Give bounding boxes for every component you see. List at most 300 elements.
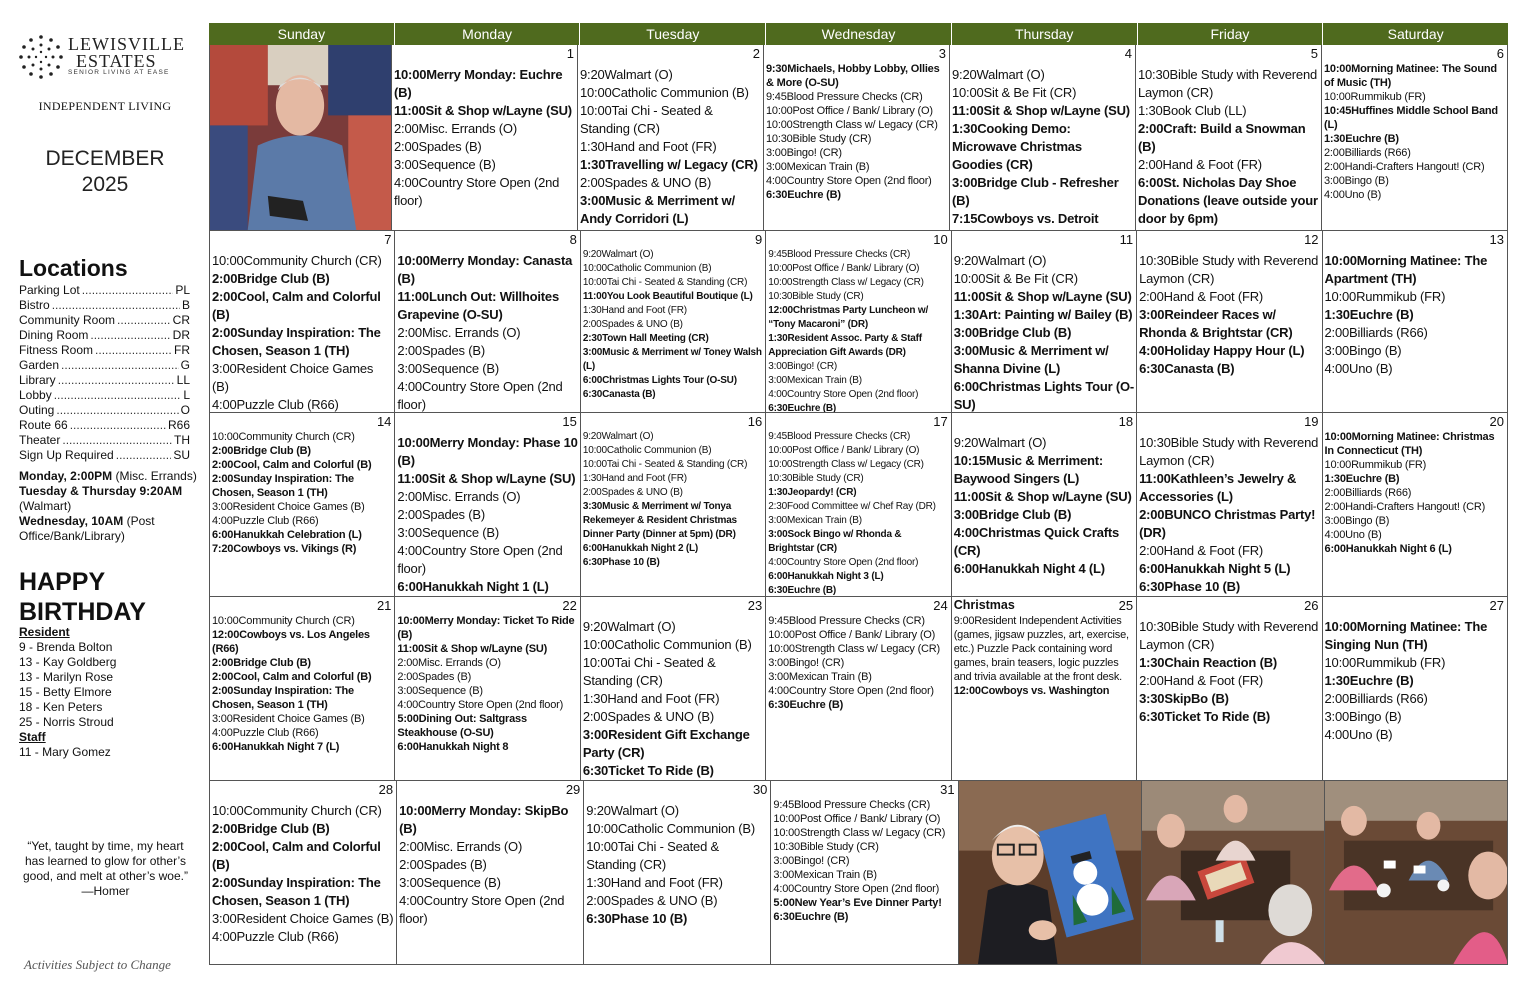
event-name: Community Church (CR): [238, 615, 355, 627]
event-item: [1139, 360, 1319, 378]
event-time: 7:20: [212, 543, 234, 555]
event-time: 10:00: [586, 839, 618, 854]
event-name: Music & Merriment: Baywood Singers (L): [953, 453, 1103, 486]
event-name: Sit & Be Fit (CR): [985, 271, 1078, 286]
weekday-friday: Friday: [1138, 23, 1324, 45]
event-item: [580, 156, 761, 174]
event-item: [1325, 288, 1505, 306]
event-name: Bible Study with Reverend Laymon (CR): [1139, 253, 1319, 286]
event-time: 6:30: [582, 389, 603, 400]
day-cell: [397, 781, 584, 965]
event-name: Spades & UNO (B): [610, 893, 718, 908]
event-item: [397, 642, 577, 656]
birthday-item: 13 - Marilyn Rose: [19, 670, 114, 684]
logo-name: [68, 36, 185, 70]
event-time: 6:00: [212, 529, 234, 541]
location-code: FR: [174, 343, 190, 357]
event-name: Bridge Club (B): [233, 445, 311, 457]
event-item: [397, 470, 577, 488]
day-number: 9: [755, 232, 763, 247]
event-list: [583, 248, 763, 402]
event-time: 2:00: [212, 839, 238, 854]
event-time: 4:00: [394, 175, 419, 190]
event-list: [580, 66, 761, 228]
event-time: 3:00: [766, 161, 787, 173]
location-leader: [52, 298, 180, 313]
event-name: Ticket To Ride (B): [1164, 709, 1271, 724]
event-time: 10:00: [397, 615, 425, 627]
event-name: Rummikub (FR): [1350, 91, 1426, 103]
event-time: 2:00: [1139, 507, 1165, 522]
event-name: Hanukkah Night 8: [418, 741, 509, 753]
weekday-tuesday: Tuesday: [580, 23, 766, 45]
event-time: 3:00: [768, 375, 787, 386]
event-name: Walmart (O): [604, 67, 673, 82]
event-name: Sit & Shop w/Layne (SU): [428, 471, 576, 486]
event-name: Christmas Lights Tour (O-SU): [953, 379, 1135, 412]
calendar-weeks: [209, 45, 1508, 965]
event-time: 1:30: [586, 875, 611, 890]
event-time: 2:00: [1138, 157, 1163, 172]
event-time: 6:00: [953, 561, 979, 576]
event-name: Resident Choice Games (B): [236, 911, 394, 926]
event-time: 3:00: [952, 175, 978, 190]
location-code: L: [183, 388, 190, 402]
event-item: [583, 430, 763, 444]
event-item: [583, 332, 763, 346]
event-name: Walmart (O): [601, 431, 654, 442]
photo-cell: [959, 781, 1142, 965]
day-cell: [210, 597, 395, 781]
event-time: 4:00: [212, 397, 237, 412]
event-name: Rummikub (FR): [1351, 459, 1427, 471]
event-name: Reindeer Races w/ Rhonda & Brightstar (CR): [1139, 307, 1293, 340]
event-name: Country Store Open (2nd floor): [397, 379, 563, 412]
event-name: Bingo (B): [1345, 515, 1390, 527]
location-row: [19, 418, 190, 433]
event-name: Bingo (B): [1349, 709, 1402, 724]
event-time: 6:00: [582, 543, 603, 554]
event-name: Dining Out: Saltgrass Steakhouse (O-SU): [397, 713, 527, 739]
event-item: [397, 712, 577, 740]
event-time: 6:00: [953, 379, 979, 394]
event-name: Resident Choice Games (B): [232, 501, 365, 513]
event-name: Cool, Calm and Colorful (B): [212, 839, 381, 872]
resident-photo-veteran-quilt-image: [210, 45, 391, 230]
event-name: Merry Monday: Ticket To Ride (B): [397, 615, 575, 641]
event-name: Uno (B): [1345, 529, 1382, 541]
event-time: 10:00: [399, 803, 432, 818]
event-name: Sit & Shop w/Layne (SU): [985, 489, 1132, 504]
event-time: 3:00: [768, 671, 789, 683]
event-item: [394, 120, 575, 138]
location-row: [19, 358, 190, 373]
event-time: 10:00: [582, 445, 607, 456]
event-time: 2:00: [212, 445, 234, 457]
event-time: 4:00: [768, 389, 787, 400]
event-name: Walmart (O): [601, 249, 654, 260]
birthday-item: 25 - Norris Stroud: [19, 715, 114, 729]
day-number: 20: [1489, 414, 1504, 429]
event-list: [1324, 62, 1505, 202]
event-name: Post Office / Bank/ Library (O): [792, 263, 920, 274]
event-time: 4:00: [399, 893, 424, 908]
event-name: Christmas Party Luncheon w/ “Tony Macaroni” (DR): [768, 305, 929, 330]
event-name: Music & Merriment w/ Andy Corridori (L): [580, 193, 735, 226]
event-time: 6:30: [582, 763, 609, 778]
location-name: Community Room: [19, 313, 116, 327]
event-name: Community Church (CR): [238, 431, 355, 443]
day-cell: [1137, 413, 1322, 597]
event-time: 2:00: [580, 175, 605, 190]
event-name: Spades (B): [421, 343, 485, 358]
event-time: 10:30: [766, 133, 793, 145]
event-time: 3:30: [582, 501, 603, 512]
event-item: [768, 684, 948, 698]
event-item: [1139, 690, 1319, 708]
day-cell: [766, 597, 951, 781]
event-name: Kathleen’s Jewelry & Accessories (L): [1139, 471, 1297, 504]
event-item: [768, 332, 948, 360]
event-name: Spades & UNO (B): [601, 319, 683, 330]
event-time: 3:00: [1324, 515, 1346, 527]
event-item: [1325, 486, 1505, 500]
event-time: 10:00: [773, 813, 800, 825]
event-time: 10:00: [1324, 289, 1357, 304]
event-time: 10:00: [1324, 655, 1357, 670]
event-item: [954, 560, 1134, 578]
event-name: Sequence (B): [418, 685, 483, 697]
calendar-grid: [209, 23, 1508, 965]
event-name: Country Store Open (2nd floor): [794, 883, 940, 895]
location-name: Parking Lot: [19, 283, 80, 297]
event-item: [1139, 560, 1319, 578]
event-name: BUNCO Christmas Party! (DR): [1139, 507, 1316, 540]
event-item: [768, 290, 948, 304]
event-time: 4:00: [773, 883, 795, 895]
event-name: Community Church (CR): [243, 253, 382, 268]
event-item: [397, 488, 577, 506]
logo: [18, 34, 198, 84]
event-item: [1138, 156, 1319, 174]
event-item: [397, 288, 577, 324]
event-item: [1139, 342, 1319, 360]
event-name: Country Store Open (2nd floor): [418, 699, 564, 711]
event-item: [583, 472, 763, 486]
calendar-week: [209, 413, 1508, 597]
event-time: 10:00: [768, 459, 793, 470]
event-name: Spades (B): [418, 139, 482, 154]
day-number: 13: [1489, 232, 1504, 247]
event-name: Rummikub (FR): [1356, 655, 1446, 670]
event-time: 2:00: [582, 487, 602, 498]
event-item: [212, 910, 394, 928]
event-time: 9:20: [582, 249, 602, 260]
event-time: 3:00: [768, 515, 787, 526]
event-name: Strength Class w/ Legacy (CR): [792, 119, 938, 131]
event-time: 9:45: [768, 249, 787, 260]
event-time: 6:30: [582, 557, 603, 568]
event-time: 12:00: [212, 629, 240, 641]
event-item: [397, 684, 577, 698]
event-item: [212, 712, 392, 726]
event-item: [1325, 342, 1505, 360]
event-item: [1324, 90, 1505, 104]
event-list: [954, 252, 1134, 413]
event-name: Hand & Foot (FR): [1163, 673, 1264, 688]
trip-item: [19, 469, 204, 484]
event-item: [1325, 514, 1505, 528]
event-time: 4:00: [1324, 727, 1350, 742]
event-list: [583, 430, 763, 570]
logo-dots-icon: [18, 34, 64, 80]
location-name: Outing: [19, 403, 55, 417]
event-name: Spades & UNO (B): [601, 487, 683, 498]
event-name: Sit & Shop w/Layne (SU): [425, 103, 572, 118]
location-code: TH: [174, 433, 190, 447]
event-name: Walmart (O): [976, 67, 1045, 82]
event-name: Chain Reaction (B): [1164, 655, 1278, 670]
event-item: [212, 396, 392, 413]
event-time: 10:00: [212, 803, 244, 818]
event-name: Strength Class w/ Legacy (CR): [792, 459, 924, 470]
event-item: [586, 838, 768, 874]
event-name: Blood Pressure Checks (CR): [786, 91, 923, 103]
event-name: Country Store Open (2nd floor): [394, 175, 560, 208]
event-name: Hand & Foot (FR): [1162, 157, 1262, 172]
event-item: [583, 388, 763, 402]
location-name: Sign Up Required: [19, 448, 114, 462]
event-time: 10:00: [768, 263, 793, 274]
event-name: Walmart (O): [610, 803, 679, 818]
event-item: [583, 500, 763, 542]
event-item: [773, 868, 955, 882]
event-time: 2:30: [768, 501, 787, 512]
event-time: 10:00: [580, 85, 612, 100]
event-item: [773, 798, 955, 812]
location-code: LL: [176, 373, 190, 387]
event-item: [397, 506, 577, 524]
holiday-label: Christmas: [953, 598, 1015, 612]
event-item: [1139, 578, 1319, 596]
event-time: 6:00: [582, 375, 603, 386]
event-time: 10:00: [212, 431, 239, 443]
event-item: [580, 192, 761, 228]
event-item: [583, 726, 763, 762]
event-name: St. Nicholas Day Shoe Donations (leave outside your door by 6pm): [1138, 175, 1318, 226]
event-time: 10:00: [397, 253, 430, 268]
event-item: [583, 318, 763, 332]
event-name: Hanukkah Night 3 (L): [787, 571, 884, 582]
event-name: Uno (B): [1349, 727, 1393, 742]
event-name: Hand and Foot (FR): [604, 139, 717, 154]
event-name: Catholic Communion (B): [606, 445, 712, 456]
event-name: Tai Chi - Seated & Standing (CR): [582, 655, 716, 688]
event-name: Bridge Club (B): [978, 325, 1072, 340]
event-list: [586, 802, 768, 928]
event-item: [583, 276, 763, 290]
day-cell: [771, 781, 958, 965]
event-time: 3:00: [399, 875, 424, 890]
event-name: Puzzle Club (R66): [232, 727, 319, 739]
event-item: [768, 360, 948, 374]
event-name: Resident Independent Activities (games, jigsaw puzzles, art, exercise, etc.) Puzzle Pack containing word games, brain teasers, logic puzzles and trivia available at the front desk.: [953, 615, 1129, 683]
event-name: Resident Choice Games (B): [212, 361, 374, 394]
event-name: Misc. Errands (O): [421, 325, 521, 340]
event-item: [583, 542, 763, 556]
event-time: 6:30: [586, 911, 612, 926]
event-name: Sequence (B): [421, 361, 500, 376]
event-item: [580, 174, 761, 192]
event-name: Town Hall Meeting (CR): [602, 333, 709, 344]
event-item: [1324, 104, 1505, 132]
event-name: Misc. Errands (O): [423, 839, 523, 854]
event-name: Mexican Train (B): [794, 869, 877, 881]
location-row: [19, 328, 190, 343]
location-name: Lobby: [19, 388, 52, 402]
event-item: [773, 812, 955, 826]
event-item: [397, 542, 577, 578]
event-time: 9:00: [953, 615, 975, 627]
event-time: 1:30: [582, 473, 602, 484]
day-cell: [210, 231, 395, 413]
event-item: [580, 102, 761, 138]
event-item: [1325, 708, 1505, 726]
month-year: 2025: [81, 173, 129, 196]
event-name: Morning Matinee: The Sound of Music (TH): [1324, 63, 1497, 89]
calendar-week: [209, 231, 1508, 413]
event-list: [954, 434, 1134, 578]
month-title: [0, 146, 210, 198]
location-leader: [56, 403, 178, 418]
event-name: Bingo (B): [1349, 343, 1402, 358]
event-item: [399, 856, 581, 874]
event-name: Euchre (B): [1345, 133, 1399, 145]
event-item: [1139, 654, 1319, 672]
event-item: [580, 138, 761, 156]
event-time: 11:00: [1139, 471, 1171, 486]
event-item: [1325, 458, 1505, 472]
event-name: Euchre (B): [787, 403, 837, 413]
event-time: 9:20: [582, 619, 608, 634]
event-time: 6:00: [397, 579, 423, 594]
event-name: Misc. Errands (O): [421, 489, 521, 504]
location-row: [19, 343, 190, 358]
event-time: 2:00: [212, 671, 234, 683]
event-name: Spades & UNO (B): [607, 709, 714, 724]
event-list: [397, 434, 577, 596]
weekday-header: [209, 23, 1508, 45]
event-name: Hanukkah Celebration (L): [233, 529, 362, 541]
event-time: 6:00: [1138, 175, 1164, 190]
location-row: [19, 448, 190, 463]
event-name: Euchre (B): [787, 585, 837, 596]
event-name: Billiards (R66): [1349, 691, 1428, 706]
event-item: [212, 802, 394, 820]
logo-tagline: SENIOR LIVING AT EASE: [68, 69, 170, 76]
event-name: Catholic Communion (B): [606, 263, 712, 274]
event-item: [768, 486, 948, 500]
event-name: Puzzle Club (R66): [236, 929, 339, 944]
event-item: [954, 306, 1134, 324]
event-time: 3:00: [773, 855, 795, 867]
event-time: 1:30: [582, 691, 608, 706]
event-item: [768, 444, 948, 458]
event-time: 10:00: [586, 821, 618, 836]
event-item: [1325, 618, 1505, 654]
event-item: [1325, 726, 1505, 744]
event-item: [397, 360, 577, 378]
event-time: 12:00: [768, 305, 793, 316]
event-time: 10:00: [952, 85, 984, 100]
event-time: 10:00: [1324, 253, 1357, 268]
footer-note: Activities Subject to Change: [24, 957, 171, 972]
event-time: 4:00: [397, 379, 422, 394]
event-time: 2:00: [1324, 487, 1346, 499]
event-time: 9:20: [953, 253, 979, 268]
event-name: Tai Chi - Seated & Standing (CR): [580, 103, 713, 136]
event-time: 4:00: [1324, 529, 1346, 541]
birthday-list: [19, 625, 116, 760]
event-name: Bridge Club (B): [233, 657, 311, 669]
event-item: [954, 288, 1134, 306]
event-time: 4:00: [212, 727, 233, 739]
event-time: 9:30: [766, 63, 788, 75]
trip-what: (Misc. Errands): [112, 469, 197, 483]
event-item: [1325, 472, 1505, 486]
event-name: Hanukkah Night 2 (L): [602, 543, 699, 554]
event-item: [766, 132, 947, 146]
event-time: 2:00: [582, 319, 602, 330]
day-number: 1: [566, 46, 574, 61]
event-item: [583, 690, 763, 708]
location-leader: [116, 448, 172, 463]
event-list: [1139, 252, 1319, 378]
event-item: [1138, 120, 1319, 156]
event-list: [768, 614, 948, 712]
location-leader: [62, 433, 172, 448]
event-item: [1325, 500, 1505, 514]
event-time: 2:00: [212, 821, 238, 836]
event-time: 2:00: [1138, 121, 1164, 136]
event-name: Hanukkah Night 5 (L): [1164, 561, 1291, 576]
event-name: Sunday Inspiration: The Chosen, Season 1 (TH): [212, 473, 354, 499]
event-name: Spades & UNO (B): [604, 175, 712, 190]
event-name: Catholic Communion (B): [614, 637, 752, 652]
event-time: 9:20: [580, 67, 605, 82]
event-name: Catholic Communion (B): [611, 85, 749, 100]
event-item: [773, 826, 955, 840]
event-item: [954, 324, 1134, 342]
event-time: 2:00: [212, 325, 238, 340]
event-time: 6:00: [1139, 561, 1165, 576]
event-item: [768, 514, 948, 528]
event-name: Tai Chi - Seated & Standing (CR): [606, 459, 748, 470]
day-number: 18: [1118, 414, 1134, 429]
event-item: [952, 174, 1133, 210]
event-item: [768, 656, 948, 670]
event-item: [397, 342, 577, 360]
event-name: Euchre (B): [1349, 673, 1414, 688]
event-name: Resident Gift Exchange Party (CR): [582, 727, 750, 760]
event-name: Billiards (R66): [1344, 147, 1411, 159]
event-time: 2:00: [399, 839, 424, 854]
event-name: Hand and Foot (FR): [601, 305, 687, 316]
event-time: 9:20: [952, 67, 977, 82]
event-name: Cooking Demo: Microwave Christmas Goodies (CR): [952, 121, 1082, 172]
day-number: 4: [1124, 46, 1132, 61]
event-item: [952, 102, 1133, 120]
